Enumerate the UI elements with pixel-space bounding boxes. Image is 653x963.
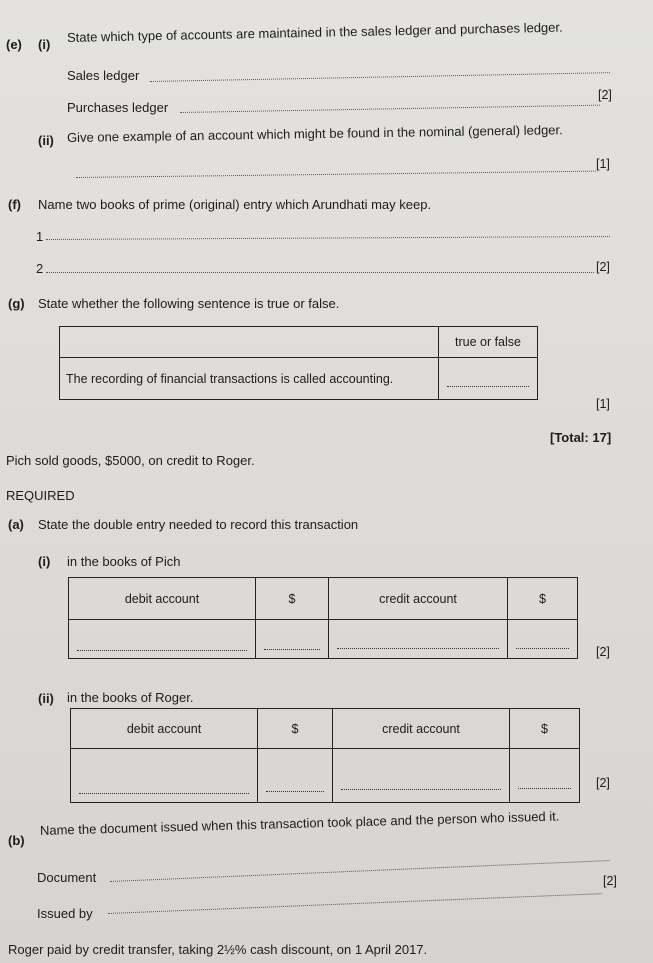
footer-scenario-text: Roger paid by credit transfer, taking 2½% cash discount, on 1 April 2017.: [8, 942, 428, 957]
prime-entry-2-answer-line: [46, 271, 594, 273]
pich-debit-amount-header: $: [256, 578, 329, 620]
pich-debit-account-cell[interactable]: [69, 620, 256, 659]
question-a-i-label: (i): [38, 554, 51, 569]
question-a-ii-label: (ii): [38, 691, 54, 706]
mark-a-ii: [2]: [596, 776, 610, 790]
pich-credit-amount-cell[interactable]: [508, 620, 578, 659]
question-e-label: (e): [6, 37, 22, 52]
true-false-table: [59, 326, 538, 400]
question-e-ii-label: (ii): [38, 133, 54, 148]
question-e-i-label: (i): [38, 37, 51, 52]
purchases-ledger-label: Purchases ledger: [67, 100, 169, 115]
scenario-text: Pich sold goods, $5000, on credit to Roger.: [6, 453, 255, 468]
question-f-label: (f): [8, 197, 21, 212]
question-g-text: State whether the following sentence is true or false.: [38, 296, 340, 311]
true-false-header: true or false: [439, 327, 538, 358]
pich-debit-amount-cell[interactable]: [256, 620, 329, 659]
pich-credit-account-header: credit account: [329, 578, 508, 620]
question-a-ii-text: in the books of Roger.: [67, 690, 194, 705]
roger-credit-amount-cell[interactable]: [510, 749, 580, 803]
roger-credit-amount-header: $: [510, 709, 580, 749]
sales-ledger-label: Sales ledger: [67, 68, 140, 83]
sales-ledger-answer-line: [150, 71, 610, 82]
roger-credit-account-header: credit account: [333, 709, 510, 749]
mark-e-i: [2]: [598, 88, 612, 102]
question-b-text: Name the document issued when this transaction took place and the person who issued it.: [39, 808, 560, 838]
question-e-i-text: State which type of accounts are maintained in the sales ledger and purchases ledger.: [66, 19, 563, 45]
double-entry-table-pich: [68, 577, 578, 659]
required-heading: REQUIRED: [6, 488, 75, 503]
issued-by-answer-line: [108, 892, 602, 914]
issued-by-label: Issued by: [37, 906, 93, 921]
question-f-text: Name two books of prime (original) entry which Arundhati may keep.: [38, 197, 432, 212]
true-false-answer-cell[interactable]: [439, 358, 538, 400]
double-entry-table-roger: [70, 708, 580, 803]
prime-entry-1-label: 1: [36, 229, 44, 244]
accounting-statement: The recording of financial transactions is called accounting.: [60, 358, 439, 400]
question-a-i-text: in the books of Pich: [67, 554, 181, 569]
total-marks: [Total: 17]: [550, 430, 612, 445]
question-a-label: (a): [8, 517, 24, 532]
roger-debit-amount-cell[interactable]: [258, 749, 333, 803]
roger-credit-account-cell[interactable]: [333, 749, 510, 803]
document-label: Document: [37, 870, 97, 885]
question-g-label: (g): [8, 296, 25, 311]
roger-debit-account-header: debit account: [71, 709, 258, 749]
mark-e-ii: [1]: [596, 157, 610, 171]
prime-entry-2-label: 2: [36, 261, 44, 276]
question-e-ii-text: Give one example of an account which might be found in the nominal (general) ledger.: [66, 122, 563, 145]
mark-a-i: [2]: [596, 645, 610, 659]
mark-g: [1]: [596, 397, 610, 411]
mark-f: [2]: [596, 260, 610, 274]
roger-debit-amount-header: $: [258, 709, 333, 749]
question-a-text: State the double entry needed to record this transaction: [38, 517, 359, 532]
roger-debit-account-cell[interactable]: [71, 749, 258, 803]
pich-credit-amount-header: $: [508, 578, 578, 620]
pich-debit-account-header: debit account: [69, 578, 256, 620]
pich-credit-account-cell[interactable]: [329, 620, 508, 659]
purchases-ledger-answer-line: [180, 104, 600, 113]
question-b-label: (b): [8, 833, 25, 848]
mark-b: [2]: [603, 874, 617, 888]
nominal-ledger-answer-line: [76, 170, 596, 178]
prime-entry-1-answer-line: [46, 235, 610, 240]
document-answer-line: [110, 859, 610, 882]
